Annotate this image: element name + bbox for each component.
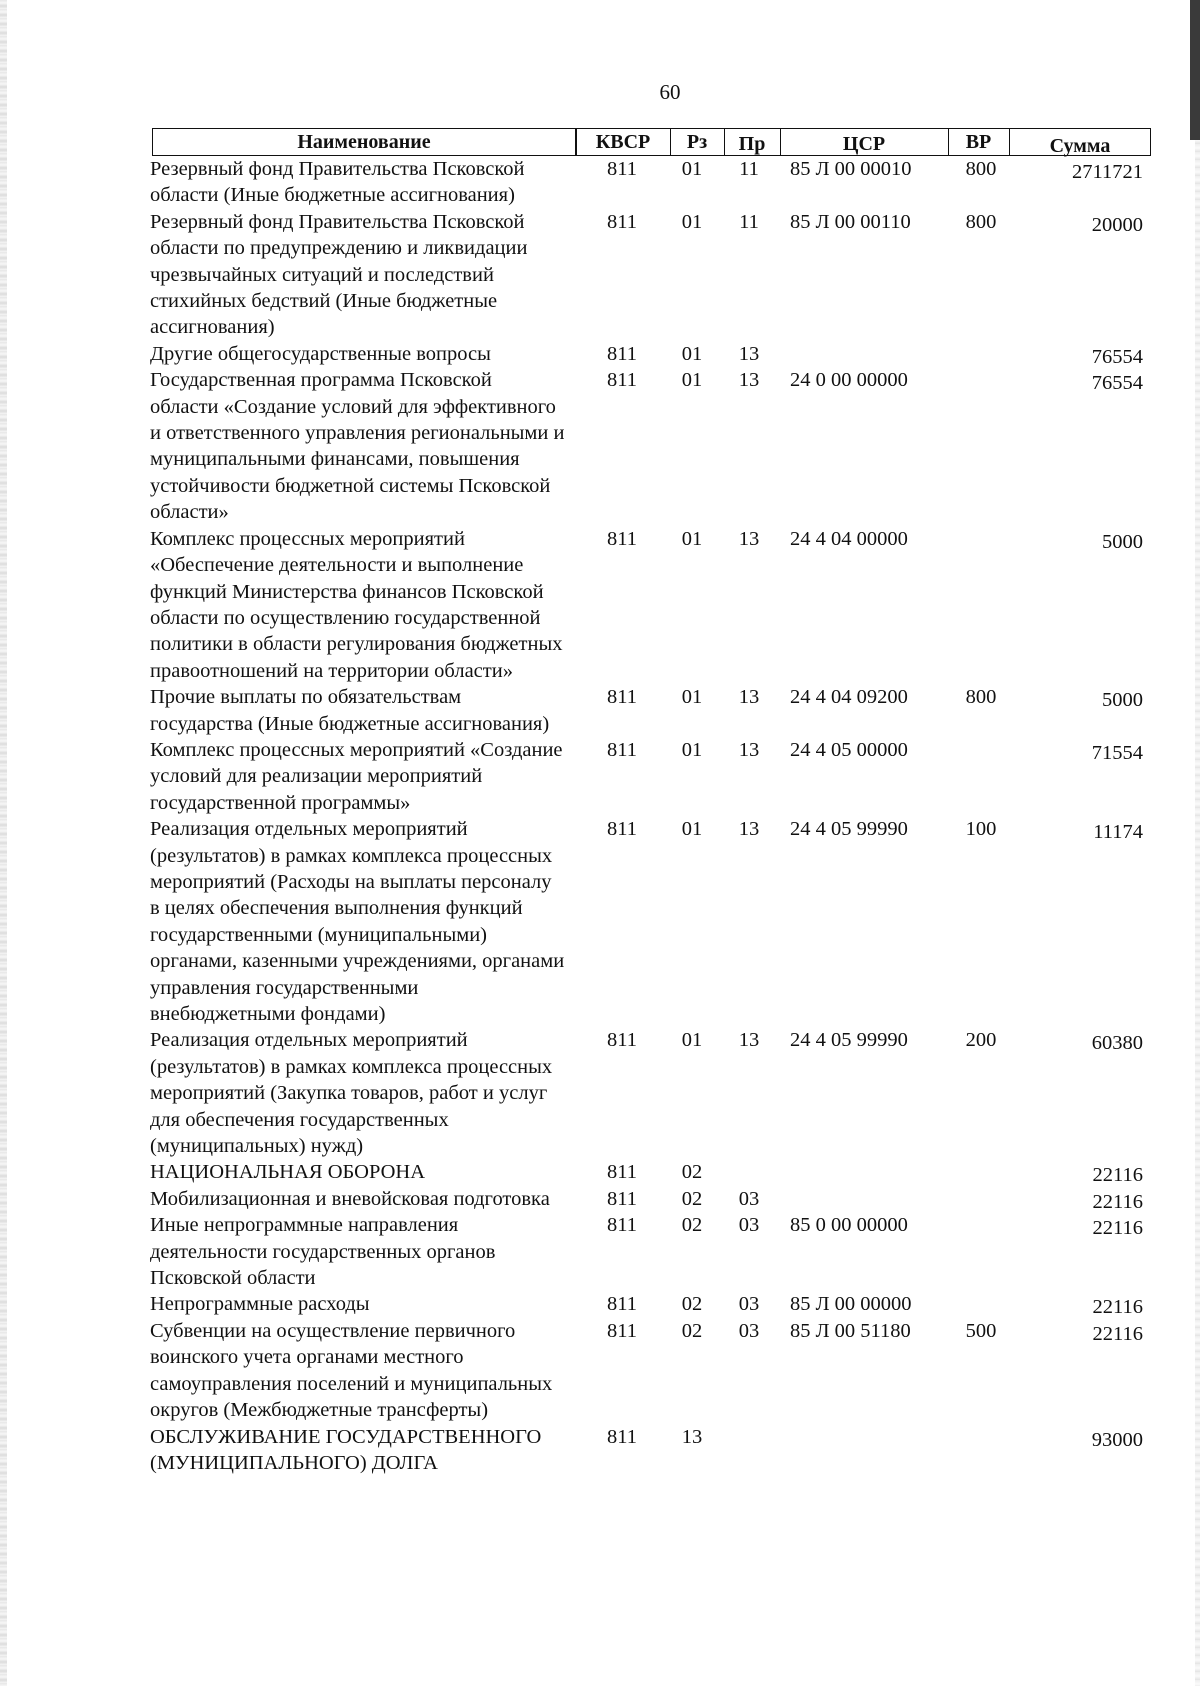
vr-cell: 800 [965,158,997,180]
pr-cell: 11 [739,158,759,180]
csr-cell: 85 Л 00 00000 [790,1293,912,1316]
sum-cell: 71554 [1091,741,1143,764]
sum-cell: 22116 [1092,1296,1143,1319]
rz-cell: 01 [681,1029,703,1052]
sum-cell: 5000 [1102,689,1143,712]
name-cell: Другие общегосударственные вопросы [150,342,491,365]
name-cell: Комплекс процессных мероприятий «Создание условий для реализации мероприятий государственной программы» [150,738,563,814]
kvsr-cell: 811 [607,1187,637,1210]
header-name: Наименование [297,131,431,153]
vr-cell: 500 [965,1319,997,1342]
sum-cell: 20000 [1091,213,1143,236]
name-cell: ОБСЛУЖИВАНИЕ ГОСУДАРСТВЕННОГО (МУНИЦИПАЛЬНОГО) ДОЛГА [150,1425,542,1474]
header-kvsr: КВСР [595,131,651,153]
kvsr-cell: 811 [607,738,637,761]
csr-cell: 24 4 05 99990 [790,1029,908,1052]
csr-cell: 24 0 00 00000 [790,369,908,392]
sum-cell: 5000 [1102,530,1143,553]
rz-cell: 02 [681,1319,703,1342]
vr-cell: 800 [965,210,997,233]
pr-cell: 13 [738,527,760,550]
rz-cell: 02 [681,1161,703,1184]
rz-cell: 01 [681,686,703,709]
scan-edge-right [1195,0,1200,1686]
sum-cell: 22116 [1092,1322,1143,1345]
name-cell: Реализация отдельных мероприятий (результатов) в рамках комплекса процессных мероприятий (Закупка товаров, работ и услуг для обеспечения государственных (муниципальных) нужд) [150,1029,553,1158]
rz-cell: 02 [681,1187,703,1210]
table-row [150,1159,1150,1185]
rz-cell: 01 [681,369,703,392]
name-cell: Реализация отдельных мероприятий (результатов) в рамках комплекса процессных мероприятий (Расходы на выплаты персоналу в целях обеспечения выполнения функций государственными (муниципальными) органами, казенными учреждениями, органами управления государственными внебюджетными фондами) [150,818,565,1025]
table-row [150,737,1150,816]
header-rz: Рз [686,131,708,153]
csr-cell: 85 Л 00 51180 [790,1319,911,1342]
csr-cell: 24 4 04 00000 [790,527,908,550]
name-cell: Субвенции на осуществление первичного воинского учета органами местного самоуправления поселений и муниципальных округов (Межбюджетные трансферты) [150,1319,553,1422]
kvsr-cell: 811 [607,1161,637,1184]
sum-cell: 11174 [1093,821,1143,844]
header-pr: Пр [738,133,766,155]
table-row [150,341,1150,367]
table-row [150,1027,1150,1159]
pr-cell: 03 [738,1319,760,1342]
rz-cell: 02 [681,1214,703,1237]
rz-cell: 01 [681,210,703,233]
csr-cell: 24 4 04 09200 [790,686,908,709]
scan-corner-mark [1190,0,1200,140]
csr-cell: 24 4 05 00000 [790,738,908,761]
kvsr-cell: 811 [607,686,637,709]
rz-cell: 01 [681,158,703,180]
sum-cell: 2711721 [1072,161,1143,183]
name-cell: Комплекс процессных мероприятий «Обеспечение деятельности и выполнение функций Министерства финансов Псковской области по осуществлению государственной политики в области регулирования бюджетных правоотношений на территории области» [150,527,563,682]
page-number: 60 [659,80,681,104]
kvsr-cell: 811 [607,1319,637,1342]
vr-cell: 100 [965,818,997,841]
csr-cell: 24 4 05 99990 [790,818,908,841]
pr-cell: 11 [739,210,759,233]
scan-edge-left [0,0,7,1686]
csr-cell: 85 Л 00 00110 [790,210,911,233]
csr-cell: 85 0 00 00000 [790,1214,908,1237]
table-row [150,367,1150,525]
table-row [150,1291,1150,1317]
kvsr-cell: 811 [607,1029,637,1052]
vr-cell: 800 [965,686,997,709]
table-row [150,816,1150,1027]
kvsr-cell: 811 [607,158,637,180]
sum-cell: 22116 [1092,1164,1143,1187]
sum-cell: 22116 [1092,1190,1143,1213]
name-cell: Прочие выплаты по обязательствам государства (Иные бюджетные ассигнования) [150,686,550,735]
name-cell: НАЦИОНАЛЬНАЯ ОБОРОНА [150,1161,426,1184]
header-vr: ВР [965,131,992,153]
sum-cell: 76554 [1091,345,1143,368]
name-cell: Мобилизационная и вневойсковая подготовка [150,1187,550,1210]
rz-cell: 01 [681,818,703,841]
pr-cell: 13 [738,1029,760,1052]
name-cell: Непрограммные расходы [150,1293,370,1316]
kvsr-cell: 811 [607,527,637,550]
table-row [150,156,1150,209]
rz-cell: 02 [681,1293,703,1316]
sum-cell: 22116 [1092,1217,1143,1240]
kvsr-cell: 811 [607,818,637,841]
csr-cell: 85 Л 00 00010 [790,158,912,180]
pr-cell: 13 [738,818,760,841]
table-body [150,156,1150,1476]
kvsr-cell: 811 [607,210,637,233]
pr-cell: 03 [738,1293,760,1316]
pr-cell: 13 [738,686,760,709]
name-cell: Государственная программа Псковской области «Создание условий для эффективного и ответственного управления региональными и муниципальными финансами, повышения устойчивости бюджетной системы Псковской области» [150,369,565,524]
kvsr-cell: 811 [607,369,637,392]
name-cell: Резервный фонд Правительства Псковской области по предупреждению и ликвидации чрезвычайных ситуаций и последствий стихийных бедствий (Иные бюджетные ассигнования) [150,210,528,339]
budget-table [150,128,1150,1476]
pr-cell: 13 [738,342,760,365]
kvsr-cell: 811 [607,1425,637,1448]
vr-cell: 200 [965,1029,997,1052]
pr-cell: 13 [738,369,760,392]
rz-cell: 01 [681,342,703,365]
rz-cell: 01 [681,738,703,761]
table-row [150,526,1150,684]
table-row [150,1424,1150,1477]
kvsr-cell: 811 [607,342,637,365]
table-row [150,209,1150,341]
pr-cell: 13 [738,738,760,761]
kvsr-cell: 811 [607,1214,637,1237]
table-row [150,1212,1150,1291]
sum-cell: 60380 [1091,1032,1143,1055]
table-row [150,1318,1150,1424]
pr-cell: 03 [738,1214,760,1237]
rz-cell: 13 [681,1425,703,1448]
name-cell: Иные непрограммные направления деятельности государственных органов Псковской области [150,1214,496,1290]
header-csr: ЦСР [842,133,886,155]
sum-cell: 76554 [1091,372,1143,395]
table-header [150,128,1150,156]
header-sum: Сумма [1049,135,1111,157]
rz-cell: 01 [681,527,703,550]
table-row [150,1186,1150,1212]
pr-cell: 03 [738,1187,760,1210]
sum-cell: 93000 [1091,1428,1143,1451]
name-cell: Резервный фонд Правительства Псковской области (Иные бюджетные ассигнования) [150,158,525,207]
kvsr-cell: 811 [607,1293,637,1316]
table-row [150,684,1150,737]
